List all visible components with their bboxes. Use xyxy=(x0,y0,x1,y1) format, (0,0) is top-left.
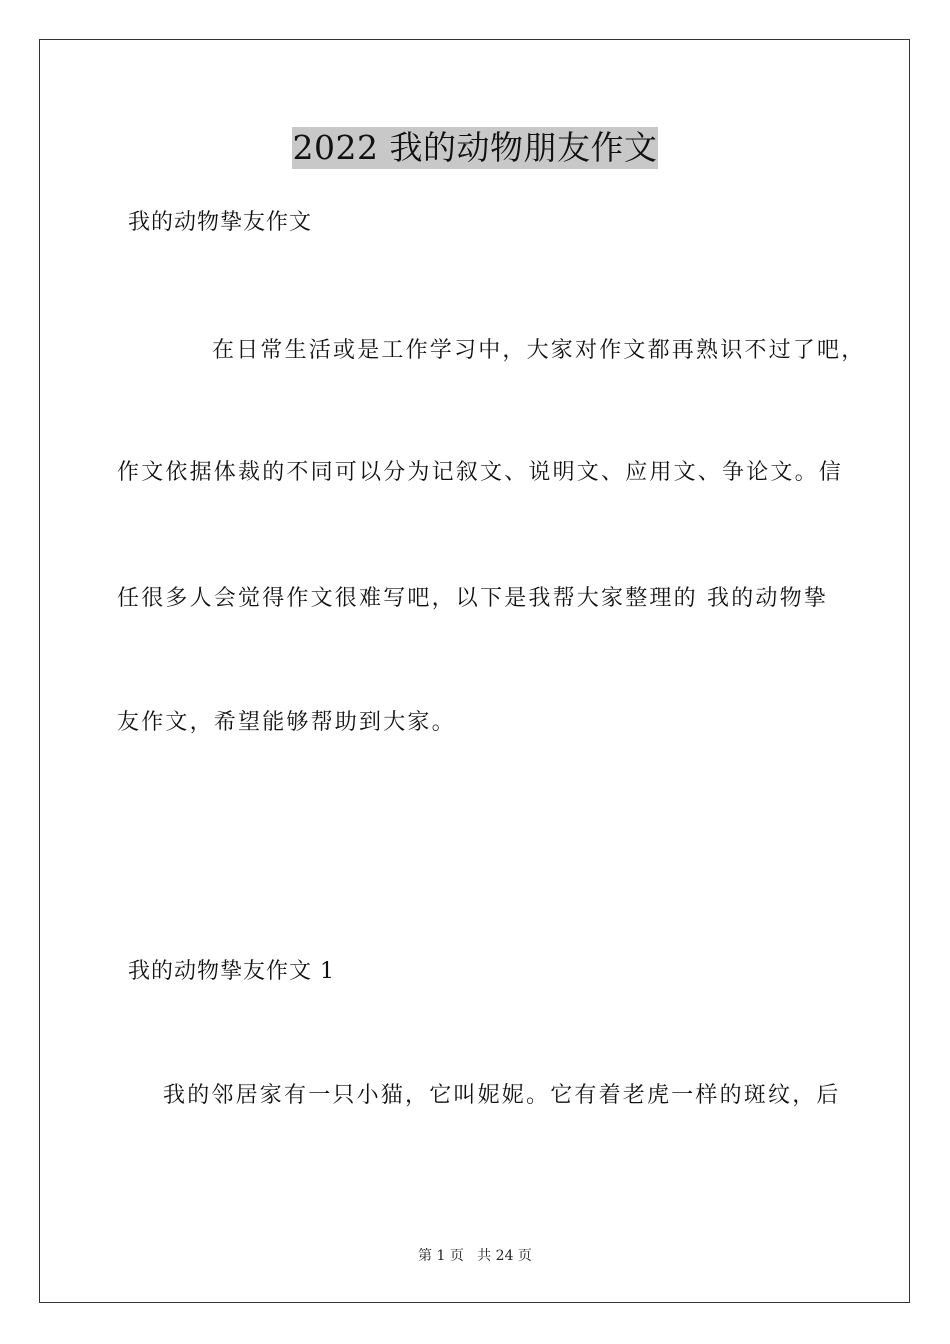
paragraph-line: 友作文，希望能够帮助到大家。 xyxy=(117,710,456,735)
page-footer xyxy=(0,1246,950,1266)
document-subtitle: 我的动物挚友作文 xyxy=(128,210,313,235)
footer-spacer xyxy=(464,1248,477,1264)
total-pages: 共 24 页 xyxy=(477,1248,532,1264)
section-heading: 我的动物挚友作文 1 xyxy=(128,959,335,984)
document-title: 2022 我的动物朋友作文 xyxy=(292,128,658,167)
paragraph-line: 作文依据体裁的不同可以分为记叙文、说明文、应用文、争论文。信 xyxy=(117,460,844,485)
section-paragraph-line: 我的邻居家有一只小猫，它叫妮妮。它有着老虎一样的斑纹，后 xyxy=(163,1083,841,1108)
page-number: 第 1 页 xyxy=(418,1248,464,1264)
paragraph-line: 在日常生活或是工作学习中，大家对作文都再熟识不过了吧， xyxy=(212,338,866,363)
paragraph-line: 任很多人会觉得作文很难写吧，以下是我帮大家整理的 我的动物挚 xyxy=(117,586,828,611)
title-container xyxy=(0,127,950,169)
